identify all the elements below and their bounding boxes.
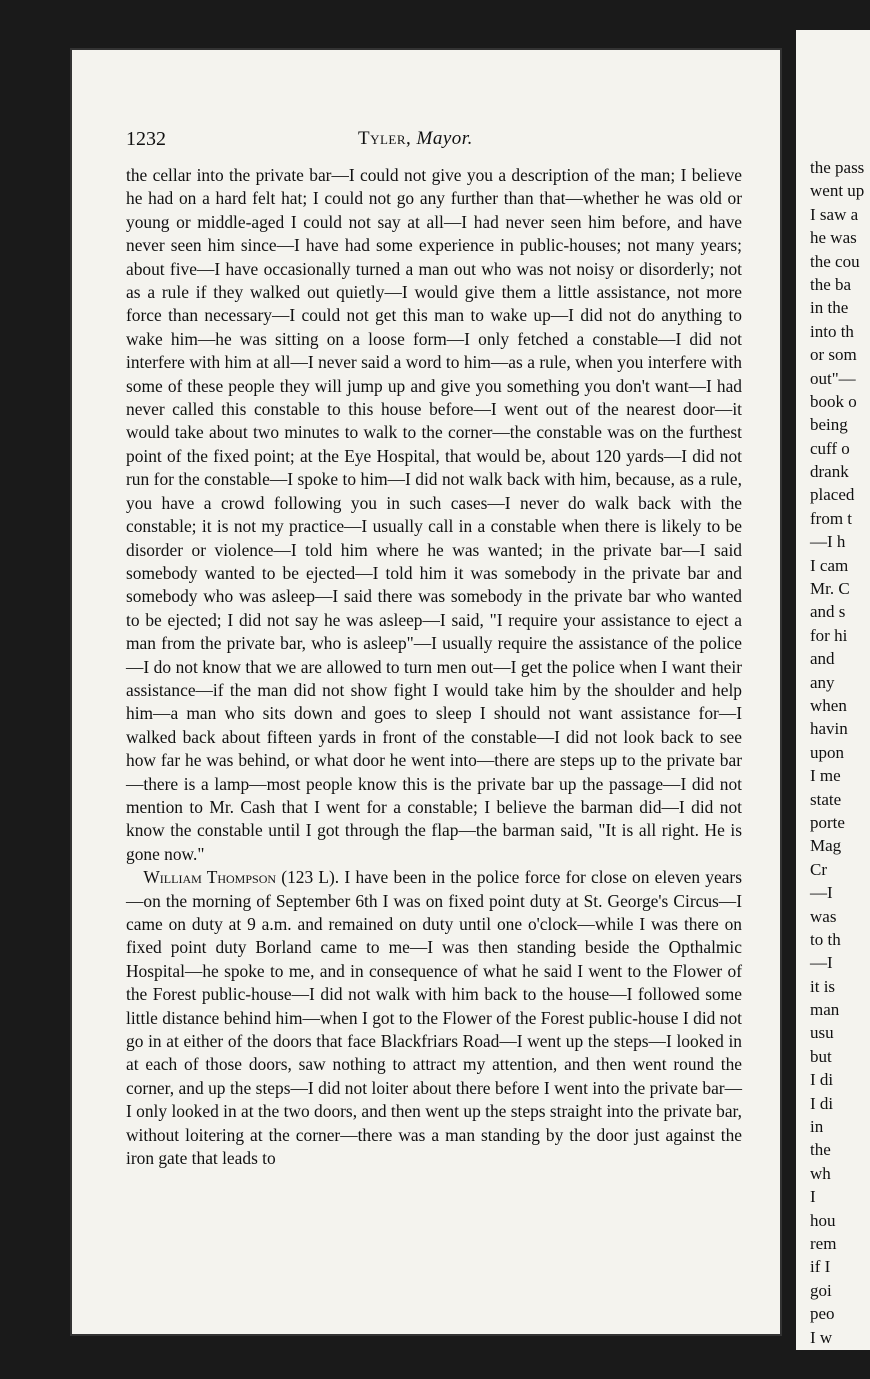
right-page-line: Cr <box>810 859 827 879</box>
right-page-line: from t <box>810 508 853 528</box>
right-page-line: I saw a <box>810 204 859 224</box>
witness-number: (123 L). <box>276 867 345 888</box>
right-page-line: state <box>810 789 842 809</box>
right-page-line: I w <box>810 1327 833 1347</box>
right-page-line: and s <box>810 602 846 622</box>
right-page-line: goi <box>810 1280 832 1300</box>
right-page-line: but <box>810 1046 832 1066</box>
right-page-line: was <box>810 906 837 926</box>
right-page-line: placed <box>810 485 855 505</box>
right-page-line: the <box>810 1140 831 1160</box>
page-number: 1232 <box>126 128 166 150</box>
right-page-line: went up <box>810 181 865 201</box>
right-page-line: if I <box>810 1257 831 1277</box>
paragraph-2 <box>126 866 742 1170</box>
right-page-line: to th <box>810 929 841 949</box>
running-head <box>358 128 473 150</box>
right-page-line: Mr. C <box>810 579 850 599</box>
right-page-line: I di <box>810 1093 834 1113</box>
right-page-line: I me <box>810 766 841 786</box>
right-page-line: it is <box>810 976 836 996</box>
right-page-line: wh <box>810 1163 831 1183</box>
running-head-author: Tyler, <box>358 128 412 149</box>
right-page-line: in the <box>810 298 849 318</box>
right-page-line: out"— <box>810 368 856 388</box>
right-page-line: cuff o <box>810 438 850 458</box>
right-page-edge <box>796 30 870 1350</box>
right-page-line: the ba <box>810 274 852 294</box>
right-page-line: or som <box>810 345 857 365</box>
right-page-line: —I <box>810 953 833 973</box>
right-page-line: rem <box>810 1233 837 1253</box>
right-page-line: I <box>810 1187 816 1207</box>
right-page-line: book o <box>810 391 857 411</box>
right-page-line: for hi <box>810 625 848 645</box>
right-page-line: usu <box>810 1023 834 1043</box>
right-page-line: drank <box>810 462 849 482</box>
right-page-line: into th <box>810 321 854 341</box>
right-page-line: peo <box>810 1304 835 1324</box>
body-text <box>126 164 742 1170</box>
right-page-line: the cou <box>810 251 860 271</box>
right-page-line: hou <box>810 1210 836 1230</box>
running-head-title: Mayor. <box>416 128 473 149</box>
right-page-line: —I <box>810 883 833 903</box>
right-page-line: I di <box>810 1070 834 1090</box>
right-page-line: upon <box>810 742 844 762</box>
right-page-line: being <box>810 415 848 435</box>
right-page-line: any <box>810 672 835 692</box>
right-page-line: when <box>810 695 847 715</box>
running-header <box>126 128 726 158</box>
right-page-line: the pass <box>810 158 865 177</box>
left-page <box>70 48 782 1336</box>
right-page-line: in <box>810 1117 824 1137</box>
right-page-fragments <box>810 156 870 1349</box>
right-page-line: porte <box>810 812 845 832</box>
right-page-line: —I h <box>810 532 846 552</box>
right-page-line: I cam <box>810 555 849 575</box>
right-page-line: Mag <box>810 836 842 856</box>
right-page-line: he was <box>810 228 857 248</box>
witness-name: William Thompson <box>143 867 277 888</box>
testimony-text: I have been in the police force for close on eleven years—on the morning of September 6th I was on fixed point duty at St. George's Circus—I came on duty at 9 a.m. and remained on duty until one o'clock—while I was there on fixed point duty Borland came to me—I was then standing beside the Opthalmic Hospital—he spoke to me, and in consequence of what he said I went to the Flower of the Forest public-house—I did not walk with him back to the house—I followed some little distance behind him—when I got to the Flower of the Forest public-house I did not go in at either of the doors that face Blackfriars Road—I went up the steps—I looked in at each of those doors, saw nothing to attract my attention, and then went round the corner, and up the steps—I did not loiter about there before I went into the private bar—I only looked in at the two doors, and then went up the steps straight into the private bar, without loitering at the corner—there was a man standing by the door just against the iron gate that leads to <box>126 867 742 1169</box>
paragraph-1: the cellar into the private bar—I could not give you a description of the man; I believe he had on a hard felt hat; I could not go any further than that—whether he was old or young or middle-aged I could not say at all—I had never seen him before, and have never seen him since—I have had some experience in public-houses; not many years; about five—I have occasionally turned a man out who was not noisy or disorderly; not as a rule if they walked out quietly—I would give them a little assistance, not more force than necessary—I could not get this man to wake up—I did not do anything to wake him—he was sitting on a loose form—I only fetched a constable—I did not interfere with him at all—I never said a word to him—as a rule, when you interfere with some of these people they will jump up and give you something you don't want—I had never called this constable to this house before—I went out of the nearest door—it would take about two minutes to walk to the corner—the constable was on the furthest point of the fixed point; at the Eye Hospital, that would be, about 120 yards—I did not run for the constable—I spoke to him—I did not walk back with him, because, as a rule, you have a crowd following you in such cases—I never do walk back with the constable; it is not my practice—I usually call in a constable when there is likely to be disorder or violence—I told him where he was wanted; in the private bar—I said somebody wanted to be ejected—I told him it was somebody in the private bar and somebody who was asleep—I said there was somebody in the private bar who wanted to be ejected; I did not say he was asleep—I said, "I require your assistance to eject a man from the private bar, who is asleep"—I usually require the assistance of the police—I do not know that we are allowed to turn men out—I get the police when I want their assistance—if the man did not show fight I would take him by the shoulder and help him—a man who sits down and goes to sleep I should not want assistance for—I walked back about fifteen yards in front of the constable—I did not look back to see how far he was behind, or what door he went into—there are steps up to the private bar—there is a lamp—most people know this is the private bar up the passage—I did not mention to Mr. Cash that I went for a constable; I believe the barman did—I did not know the constable until I got through the flap—the barman said, "It is all right. He is gone now." <box>126 165 742 864</box>
right-page-line: and <box>810 649 835 669</box>
right-page-line: havin <box>810 719 848 739</box>
right-page-line: man <box>810 1000 840 1020</box>
